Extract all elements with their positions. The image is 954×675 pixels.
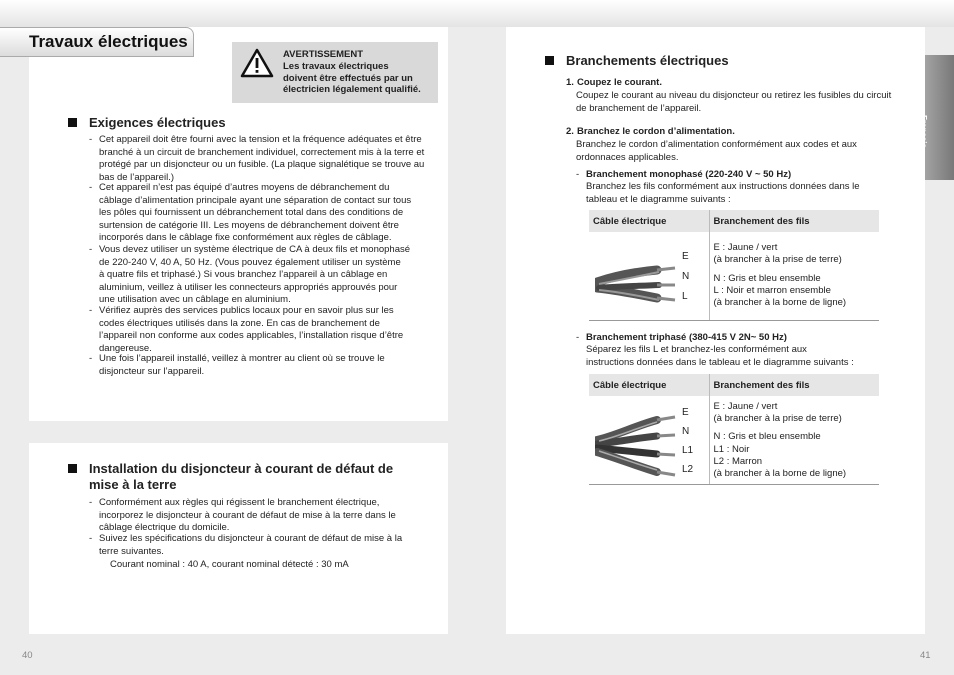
wire-info: (à brancher à la prise de terre) <box>713 413 842 424</box>
square-bullet-icon <box>68 118 77 127</box>
page-number-right: 41 <box>920 650 931 661</box>
language-label: Français <box>919 115 928 148</box>
warning-title: AVERTISSEMENT <box>283 49 364 60</box>
mono-title: Branchement monophasé (220-240 V ~ 50 Hz) <box>586 169 792 180</box>
spec-text: Courant nominal : 40 A, courant nominal détecté : 30 mA <box>110 559 349 570</box>
cable-label: L1 <box>682 445 694 456</box>
wire-info: L2 : Marron <box>713 456 763 467</box>
table-header: Branchement des fils <box>709 210 879 232</box>
wire-info: (à brancher à la prise de terre) <box>713 254 842 265</box>
tri-text: Séparez les fils L et branchez-les conformément aux instructions données dans le tableau et le diagramme suivants : <box>586 344 854 368</box>
step-text: Coupez le courant au niveau du disjoncteur ou retirez les fusibles du circuit de branchement de l’appareil. <box>576 90 892 114</box>
warning-box <box>232 42 438 103</box>
page-title: Travaux électriques <box>0 27 194 57</box>
wire-info: (à brancher à la borne de ligne) <box>713 297 847 308</box>
square-bullet-icon <box>545 56 554 65</box>
section-disjoncteur <box>68 461 438 493</box>
cable-3wire-illustration <box>595 232 685 320</box>
wire-info: L : Noir et marron ensemble <box>713 285 831 296</box>
square-bullet-icon <box>68 464 77 473</box>
dash-marker: - <box>576 169 580 180</box>
dash-marker: - <box>576 332 580 343</box>
cable-label: L2 <box>682 464 694 475</box>
tri-title: Branchement triphasé (380-415 V 2N~ 50 Hz) <box>586 332 787 343</box>
cable-label: E <box>682 251 689 262</box>
step-number: 2. <box>566 126 574 137</box>
table-header: Branchement des fils <box>709 374 879 396</box>
wire-info: E : Jaune / vert <box>713 242 778 253</box>
warning-triangle-icon <box>240 47 274 79</box>
mono-text: Branchez les fils conformément aux instructions données dans le tableau et le diagramme suivants : <box>586 181 860 205</box>
section-heading: Installation du disjoncteur à courant de défaut de mise à la terre <box>89 461 394 492</box>
cable-label: N <box>682 271 690 282</box>
section-exigences <box>68 115 428 133</box>
mono-table <box>589 210 879 321</box>
step-number: 1. <box>566 77 574 88</box>
table-header: Câble électrique <box>589 374 709 396</box>
step-text: Branchez le cordon d’alimentation conformément aux codes et aux ordonnaces applicables. <box>576 139 857 163</box>
wire-info: N : Gris et bleu ensemble <box>713 273 821 284</box>
cable-label: L <box>682 291 688 302</box>
tri-table <box>589 374 879 485</box>
section-heading: Branchements électriques <box>566 53 729 68</box>
right-panel <box>506 27 925 634</box>
page-number-left: 40 <box>22 650 33 661</box>
wire-info: E : Jaune / vert <box>713 401 778 412</box>
wire-info: (à brancher à la borne de ligne) <box>713 468 847 479</box>
language-tab <box>919 55 954 180</box>
cable-4wire-illustration <box>595 396 685 484</box>
cable-label: N <box>682 426 690 437</box>
section-branchements <box>545 53 905 71</box>
wire-info: L1 : Noir <box>713 444 750 455</box>
cable-label: E <box>682 407 689 418</box>
section-heading: Exigences électriques <box>89 115 226 130</box>
step-title: Coupez le courant. <box>577 77 662 88</box>
wire-info: N : Gris et bleu ensemble <box>713 431 821 442</box>
table-header: Câble électrique <box>589 210 709 232</box>
top-band <box>0 0 954 27</box>
step-title: Branchez le cordon d’alimentation. <box>577 126 735 137</box>
warning-text: Les travaux électriques doivent être effectués par un électricien légalement qualifié. <box>283 61 421 95</box>
